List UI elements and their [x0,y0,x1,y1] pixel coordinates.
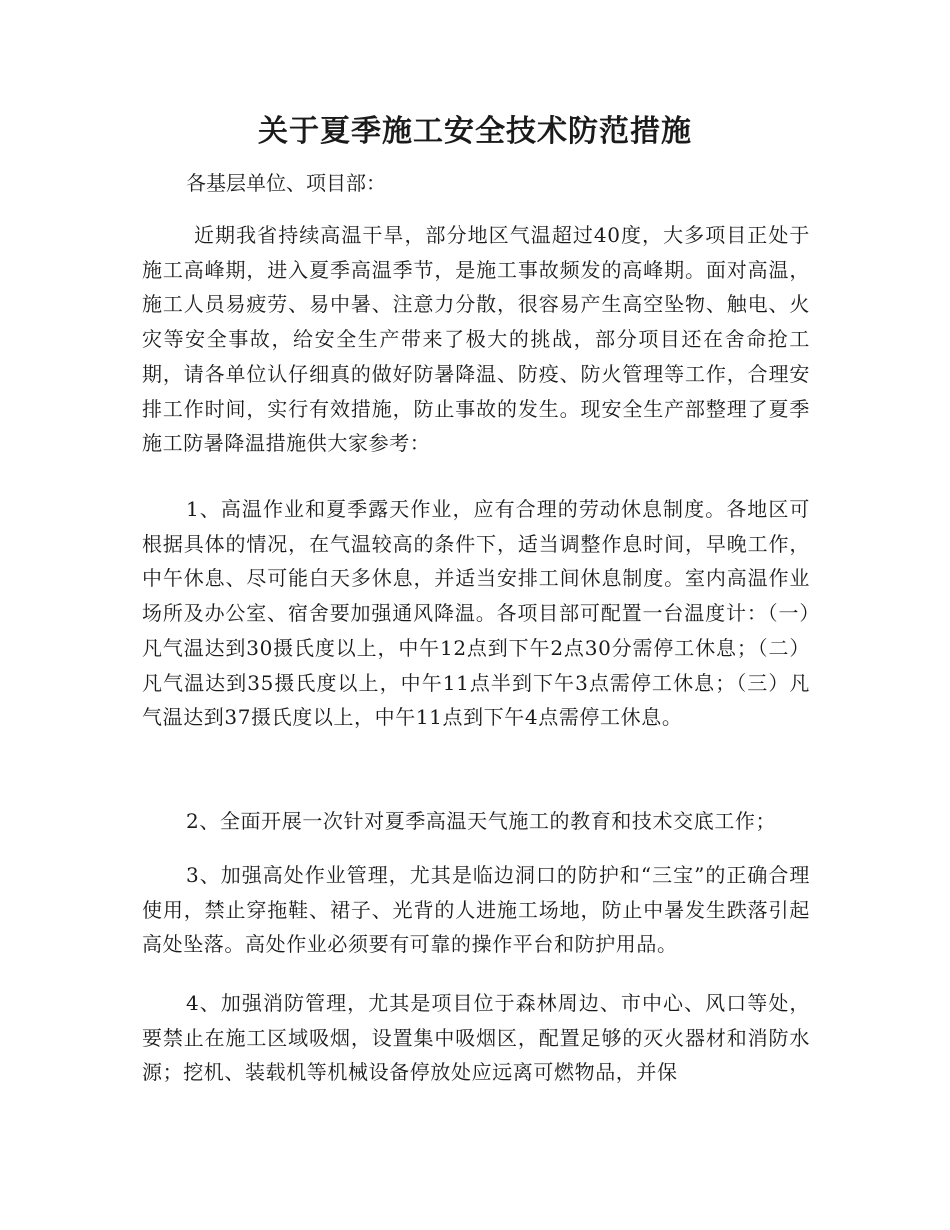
document-title: 关于夏季施工安全技术防范措施 [258,114,692,149]
paragraph-item-4: 4、加强消防管理，尤其是项目位于森林周边、市中心、风口等处，要禁止在施工区域吸烟，设置集中吸烟区，配置足够的灭火器材和消防水源；挖机、装载机等机械设备停放处应远离可燃物品，并保 [142,991,810,1085]
salutation: 各基层单位、项目部： [186,171,386,195]
paragraph-intro: 近期我省持续高温干旱，部分地区气温超过40度，大多项目正处于施工高峰期，进入夏季高温季节，是施工事故频发的高峰期。面对高温，施工人员易疲劳、易中暑、注意力分散，很容易产生高空坠物、触电、火灾等安全事故，给安全生产带来了极大的挑战，部分项目还在舍命抢工期，请各单位认仔细真的做好防暑降温、防疫、防火管理等工作，合理安排工作时间，实行有效措施，防止事故的发生。现安全生产部整理了夏季施工防暑降温措施供大家参考： [142,223,810,456]
paragraph-item-2: 2、全面开展一次针对夏季高温天气施工的教育和技术交底工作； [186,809,777,833]
paragraph-item-1: 1、高温作业和夏季露天作业，应有合理的劳动休息制度。各地区可根据具体的情况，在气温较高的条件下，适当调整作息时间，早晚工作，中午休息、尽可能白天多休息，并适当安排工间休息制度。室内高温作业场所及办公室、宿舍要加强通风降温。各项目部可配置一台温度计：（一）凡气温达到30摄氏度以上，中午12点到下午2点30分需停工休息；（二）凡气温达到35摄氏度以上，中午11点半到下午3点需停工休息；（三）凡气温达到37摄氏度以上，中午11点到下午4点需停工休息。 [142,497,810,730]
paragraph-item-3: 3、加强高处作业管理，尤其是临边洞口的防护和“三宝”的正确合理使用，禁止穿拖鞋、裙子、光背的人进施工场地，防止中暑发生跌落引起高处坠落。高处作业必须要有可靠的操作平台和防护用品。 [142,863,810,957]
